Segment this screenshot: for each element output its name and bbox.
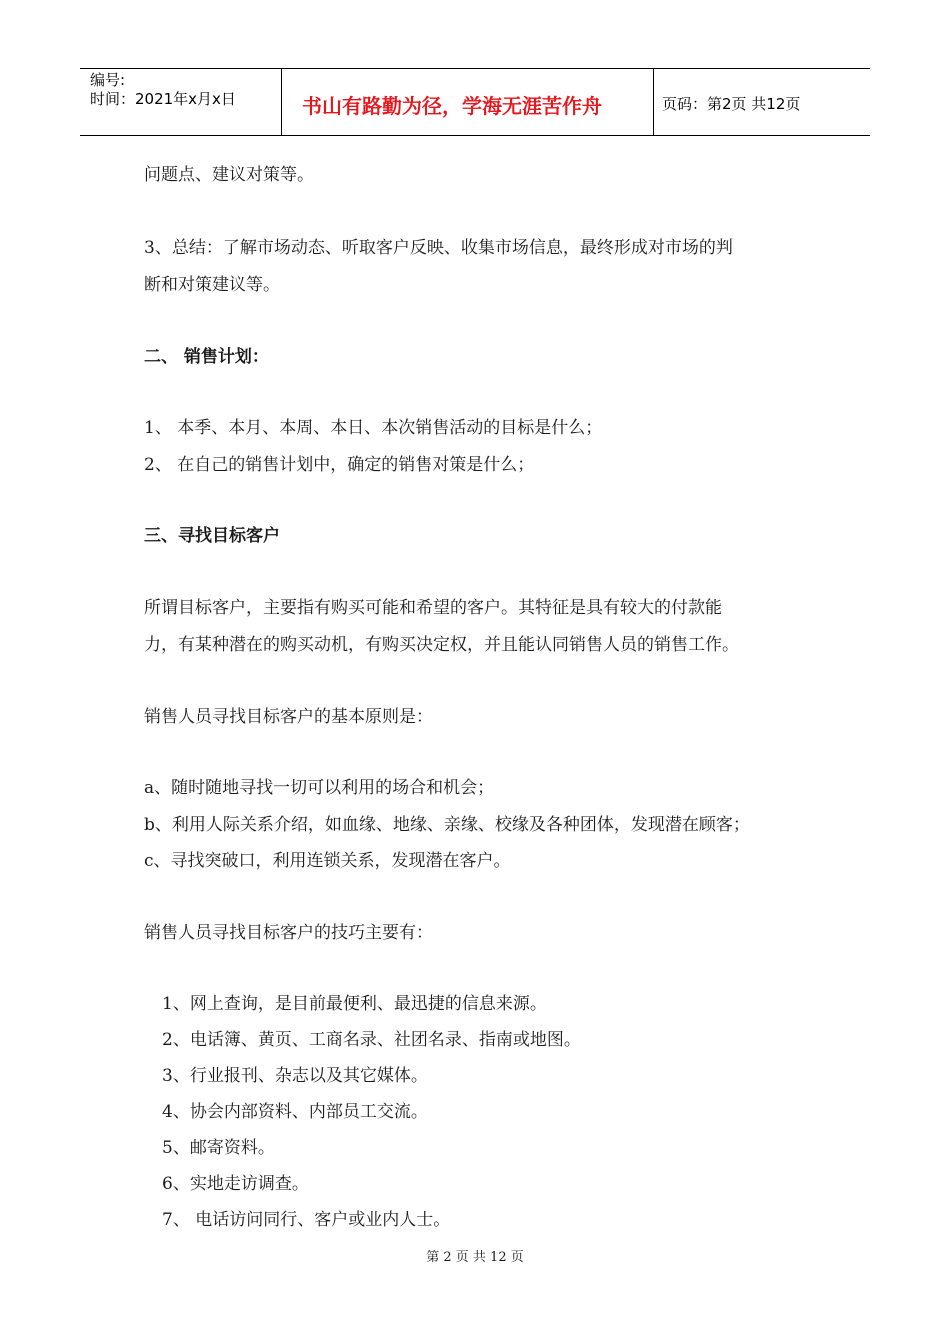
summary-line-2: 断和对策建议等。 <box>144 275 280 295</box>
tip-item: 3、行业报刊、杂志以及其它媒体。 <box>162 1066 428 1086</box>
tip-item: 2、电话簿、黄页、工商名录、社团名录、指南或地图。 <box>162 1030 581 1050</box>
number-label: 编号: <box>90 71 126 89</box>
tip-item: 4、协会内部资料、内部员工交流。 <box>162 1102 428 1122</box>
tip-item: 7、 电话访问同行、客户或业内人士。 <box>162 1210 451 1230</box>
summary-line-1: 3、总结：了解市场动态、听取客户反映、收集市场信息，最终形成对市场的判 <box>144 238 733 258</box>
header-motto: 书山有路勤为径，学海无涯苦作舟 <box>282 69 654 135</box>
section-heading-sales-plan: 二、 销售计划： <box>144 347 269 367</box>
tip-item: 6、实地走访调查。 <box>162 1174 309 1194</box>
tip-item: 1、网上查询，是目前最便利、最迅捷的信息来源。 <box>162 994 547 1014</box>
principle-c: c、寻找突破口，利用连锁关系，发现潜在客户。 <box>144 851 511 871</box>
page-footer: 第 2 页 共 12 页 <box>426 1250 524 1265</box>
plan-item-1: 1、 本季、本月、本周、本日、本次销售活动的目标是什么； <box>144 418 603 438</box>
definition-line-1: 所谓目标客户，主要指有购买可能和希望的客户。其特征是具有较大的付款能 <box>144 598 722 618</box>
header-meta <box>80 69 282 135</box>
principle-b: b、利用人际关系介绍，如血缘、地缘、亲缘、校缘及各种团体，发现潜在顾客； <box>144 815 750 835</box>
tip-item: 5、邮寄资料。 <box>162 1138 275 1158</box>
definition-line-2: 力，有某种潜在的购买动机，有购买决定权，并且能认同销售人员的销售工作。 <box>144 635 739 655</box>
page-header <box>80 68 870 136</box>
tips-intro: 销售人员寻找目标客户的技巧主要有： <box>144 923 433 943</box>
principle-a: a、随时随地寻找一切可以利用的场合和机会； <box>144 778 495 798</box>
paragraph-continued: 问题点、建议对策等。 <box>144 165 314 185</box>
header-page-info: 页码：第2页 共12页 <box>662 94 801 113</box>
section-heading-target-customers: 三、寻找目标客户 <box>144 526 280 546</box>
time-label: 时间：2021年x月x日 <box>90 90 236 108</box>
plan-item-2: 2、 在自己的销售计划中，确定的销售对策是什么； <box>144 455 535 475</box>
principles-intro: 销售人员寻找目标客户的基本原则是： <box>144 707 433 727</box>
